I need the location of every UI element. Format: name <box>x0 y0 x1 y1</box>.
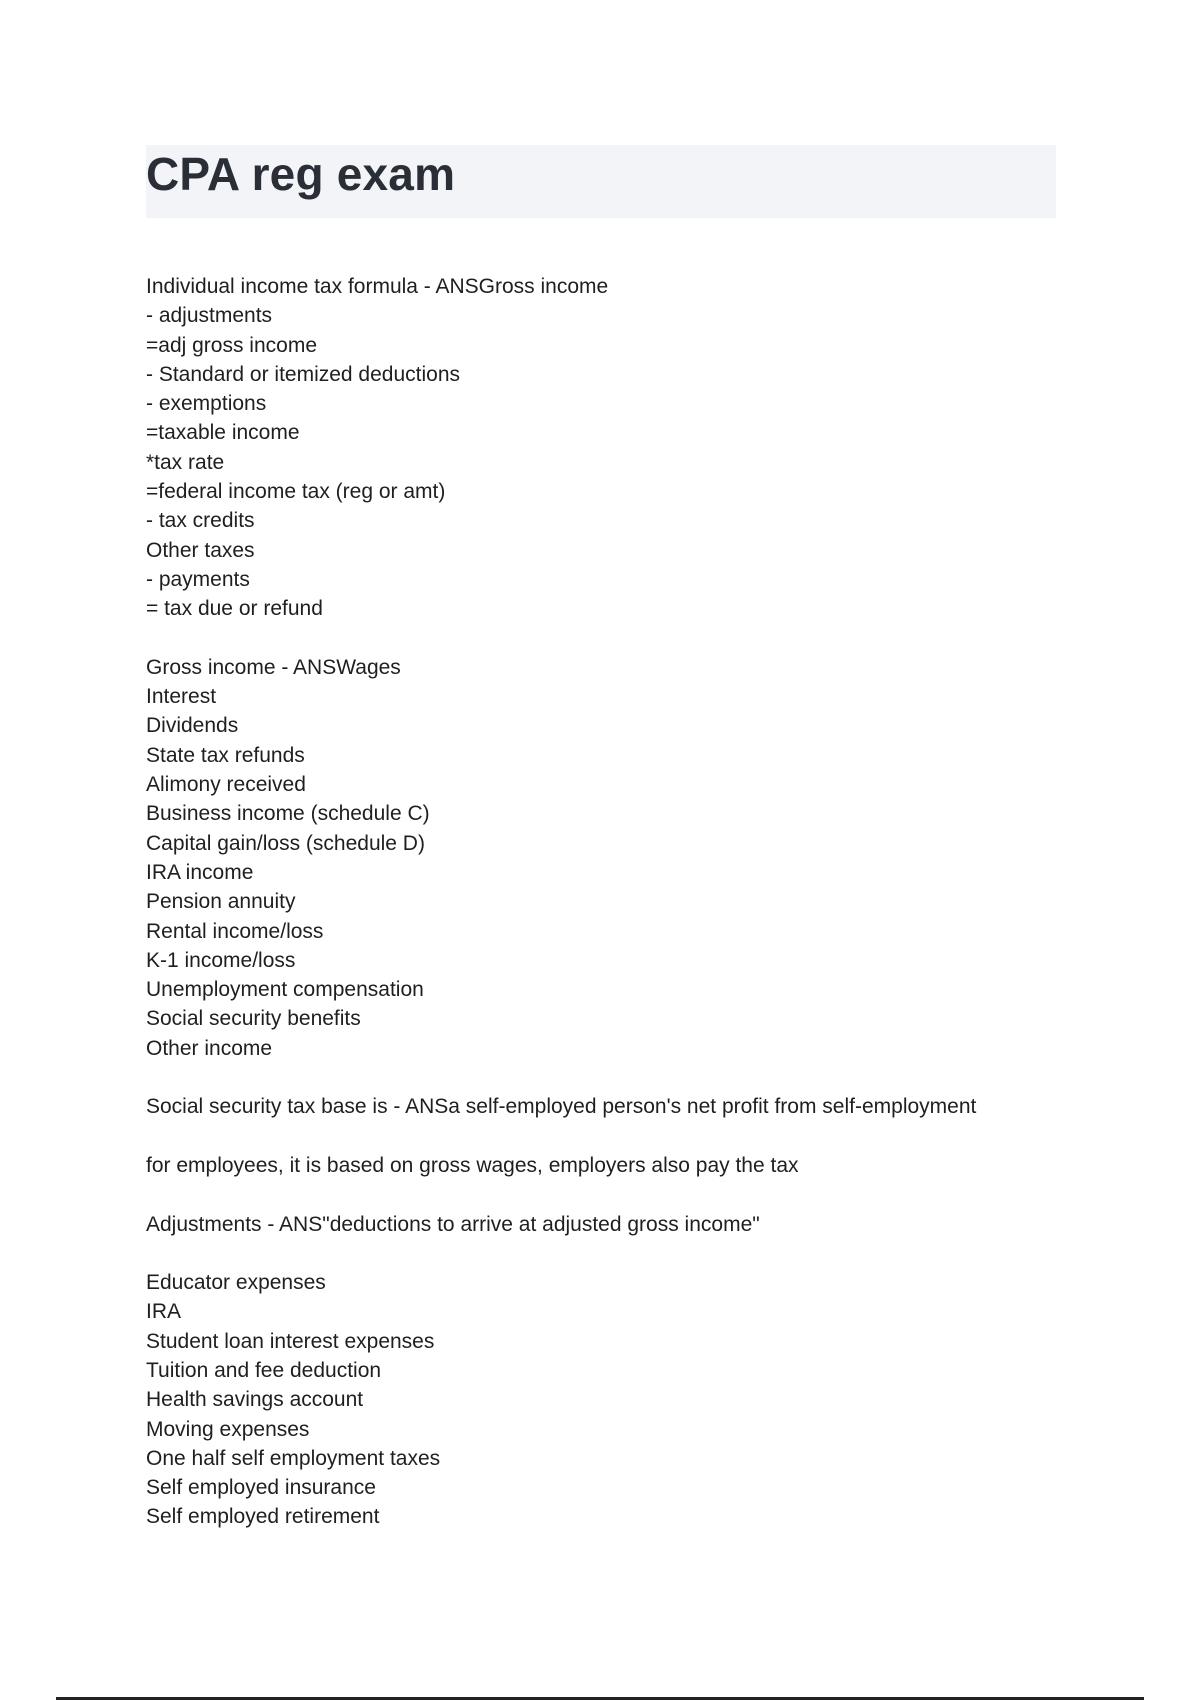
text-line: Self employed retirement <box>146 1505 380 1529</box>
text-line: =adj gross income <box>146 333 318 357</box>
text-line: *tax rate <box>146 450 225 474</box>
section-adjustment-items <box>146 1268 1146 1532</box>
text-line: Health savings account <box>146 1388 364 1412</box>
text-line: IRA <box>146 1300 182 1324</box>
text-line: Other income <box>146 1036 273 1060</box>
page-title: CPA reg exam <box>146 148 456 200</box>
paragraph-gap <box>146 624 1146 653</box>
document-body <box>146 272 1146 1532</box>
text-line: - payments <box>146 567 250 591</box>
paragraph-gap <box>146 1239 1146 1268</box>
text-line: Rental income/loss <box>146 919 324 943</box>
text-line: for employees, it is based on gross wages, employers also pay the tax <box>146 1153 799 1177</box>
text-line: - adjustments <box>146 304 273 328</box>
text-line: Unemployment compensation <box>146 978 424 1002</box>
text-line: Individual income tax formula - ANSGross income <box>146 275 609 298</box>
text-line: - Standard or itemized deductions <box>146 362 461 386</box>
text-line: Other taxes <box>146 538 255 562</box>
text-line: Tuition and fee deduction <box>146 1358 382 1382</box>
text-line: = tax due or refund <box>146 597 323 621</box>
text-line: - tax credits <box>146 509 255 533</box>
text-line: K-1 income/loss <box>146 948 296 972</box>
text-line: IRA income <box>146 860 254 884</box>
text-line: - exemptions <box>146 392 267 416</box>
text-line: Pension annuity <box>146 890 296 914</box>
section-social-security-tax-base <box>146 1092 1146 1121</box>
text-line: Alimony received <box>146 773 306 797</box>
text-line: Moving expenses <box>146 1417 310 1441</box>
text-line: Dividends <box>146 714 239 738</box>
section-employees-note <box>146 1151 1146 1180</box>
text-line: Educator expenses <box>146 1271 326 1295</box>
paragraph-gap <box>146 1180 1146 1209</box>
text-line: Social security tax base is - ANSa self-employed person's net profit from self-employment <box>146 1095 977 1119</box>
paragraph-gap <box>146 1063 1146 1092</box>
text-line: Gross income - ANSWages <box>146 655 401 679</box>
text-line: =federal income tax (reg or amt) <box>146 480 446 504</box>
text-line: =taxable income <box>146 421 300 445</box>
text-line: Self employed insurance <box>146 1476 376 1500</box>
text-line: State tax refunds <box>146 743 305 767</box>
text-line: Social security benefits <box>146 1007 361 1031</box>
section-adjustments <box>146 1210 1146 1239</box>
text-line: Adjustments - ANS"deductions to arrive at adjusted gross income" <box>146 1212 760 1236</box>
text-line: Business income (schedule C) <box>146 802 430 826</box>
section-income-tax-formula <box>146 272 1146 624</box>
text-line: Capital gain/loss (schedule D) <box>146 831 425 855</box>
text-line: Interest <box>146 685 217 709</box>
paragraph-gap <box>146 1122 1146 1151</box>
text-line: One half self employment taxes <box>146 1446 441 1470</box>
text-line: Student loan interest expenses <box>146 1329 435 1353</box>
section-gross-income <box>146 653 1146 1063</box>
